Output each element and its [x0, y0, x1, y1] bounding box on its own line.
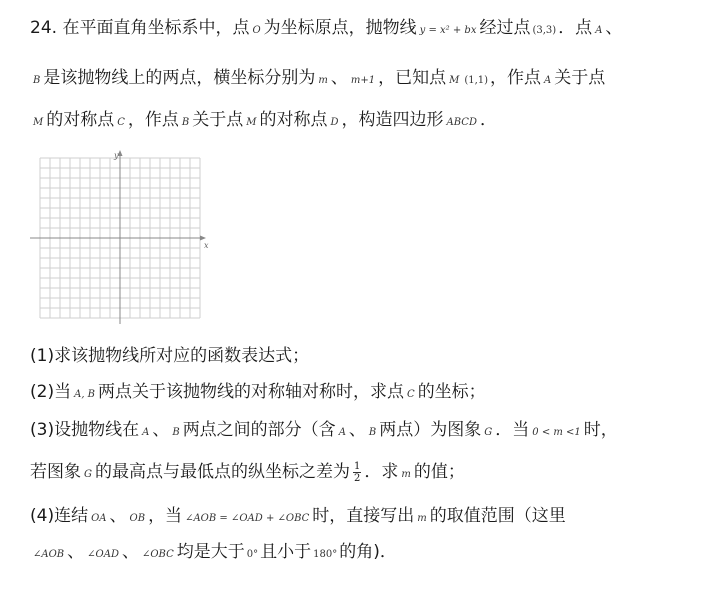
math-OA: OA: [91, 513, 107, 524]
text: 的角)．: [339, 542, 397, 562]
text: 、: [152, 420, 170, 440]
math-inequality: 0 < m <1: [532, 427, 581, 438]
math-G: G: [84, 469, 92, 480]
text: ，已知点: [378, 68, 447, 88]
part-3: [30, 418, 618, 445]
math-m: m: [318, 75, 328, 86]
math-M: M: [449, 75, 460, 86]
math-180-degrees: 180°: [313, 549, 338, 560]
text: 的取值范围（这里: [429, 506, 566, 526]
text: 为坐标原点，抛物线: [263, 18, 417, 38]
part-3-continued: [30, 460, 465, 487]
text: 经过点: [479, 18, 531, 38]
x-axis-label: x: [204, 241, 209, 250]
math-O: O: [252, 25, 261, 36]
math-angle-AOB: ∠AOB: [33, 549, 65, 560]
question-line-1: [30, 16, 622, 43]
math-A-B: A, B: [74, 389, 96, 400]
math-D: D: [330, 117, 339, 128]
text: ．求: [364, 462, 399, 482]
text: ，构造四边形: [341, 110, 444, 130]
text: 且小于: [260, 542, 312, 562]
text: ．点: [558, 18, 593, 38]
text: ，当: [148, 506, 183, 526]
math-A: A: [142, 427, 150, 438]
fraction-denominator: 2: [354, 472, 361, 484]
math-C: C: [117, 117, 125, 128]
text: 均是大于: [176, 542, 245, 562]
fraction-numerator: 1: [354, 460, 361, 472]
math-B: B: [172, 427, 180, 438]
math-m: m: [401, 469, 411, 480]
text: 、: [330, 68, 348, 88]
math-B: B: [33, 75, 41, 86]
text: 时，: [583, 420, 618, 440]
text: 的对称点: [259, 110, 328, 130]
question-line-2: [30, 66, 605, 93]
y-axis-label: y: [114, 151, 119, 160]
math-0-degrees: 0°: [246, 549, 259, 560]
text: 关于点: [554, 68, 606, 88]
text: 24. 在平面直角坐标系中，点: [30, 18, 250, 38]
text: 关于点: [192, 110, 244, 130]
math-M: M: [33, 117, 44, 128]
text: 、: [605, 18, 623, 38]
math-point-3-3: (3,3): [532, 25, 557, 36]
text: 两点之间的部分（含: [182, 420, 336, 440]
math-OB: OB: [129, 513, 146, 524]
math-C: C: [407, 389, 415, 400]
text: ，作点: [127, 110, 179, 130]
text: ．: [479, 110, 497, 130]
math-ABCD: ABCD: [446, 117, 477, 128]
math-A: A: [338, 427, 346, 438]
text: 、: [121, 542, 139, 562]
text: 两点关于该抛物线的对称轴对称时，求点: [98, 382, 405, 402]
math-point-1-1: (1,1): [464, 75, 489, 86]
coordinate-grid: [30, 148, 210, 328]
math-parabola-equation: y = x² + bx: [419, 25, 477, 36]
part-4: [30, 504, 566, 531]
text: 的对称点: [46, 110, 115, 130]
part-1: [30, 344, 309, 368]
math-m: m: [417, 513, 427, 524]
fraction-one-half: [353, 461, 361, 484]
x-axis-arrow: [200, 236, 206, 241]
text: ．当: [495, 420, 530, 440]
part-4-continued: [30, 540, 397, 567]
text: (1)求该抛物线所对应的函数表达式；: [30, 346, 310, 366]
question-line-3: [30, 108, 497, 135]
text: 的坐标；: [417, 382, 486, 402]
math-B: B: [181, 117, 190, 128]
text: 、: [348, 420, 366, 440]
text: 、: [67, 542, 85, 562]
math-A: A: [544, 75, 552, 86]
text: 的值；: [413, 462, 465, 482]
text: (4)连结: [30, 506, 89, 526]
text: ，作点: [490, 68, 542, 88]
text: (2)当: [30, 382, 72, 402]
text: 两点）为图象: [379, 420, 482, 440]
math-angle-equation: ∠AOB = ∠OAD + ∠OBC: [185, 513, 310, 524]
math-B: B: [368, 427, 377, 438]
text: 、: [109, 506, 127, 526]
math-G: G: [484, 427, 493, 438]
math-A: A: [595, 25, 603, 36]
math-angle-OAD: ∠OAD: [87, 549, 119, 560]
text: 的最高点与最低点的纵坐标之差为: [95, 462, 350, 482]
math-angle-OBC: ∠OBC: [141, 549, 174, 560]
text: 若图象: [30, 462, 81, 482]
math-m-plus-1: m+1: [350, 75, 376, 86]
text: (3)设抛物线在: [30, 420, 140, 440]
text: 是该抛物线上的两点，横坐标分别为: [43, 68, 316, 88]
math-M: M: [246, 117, 257, 128]
part-2: [30, 380, 486, 407]
text: 时，直接写出: [312, 506, 415, 526]
